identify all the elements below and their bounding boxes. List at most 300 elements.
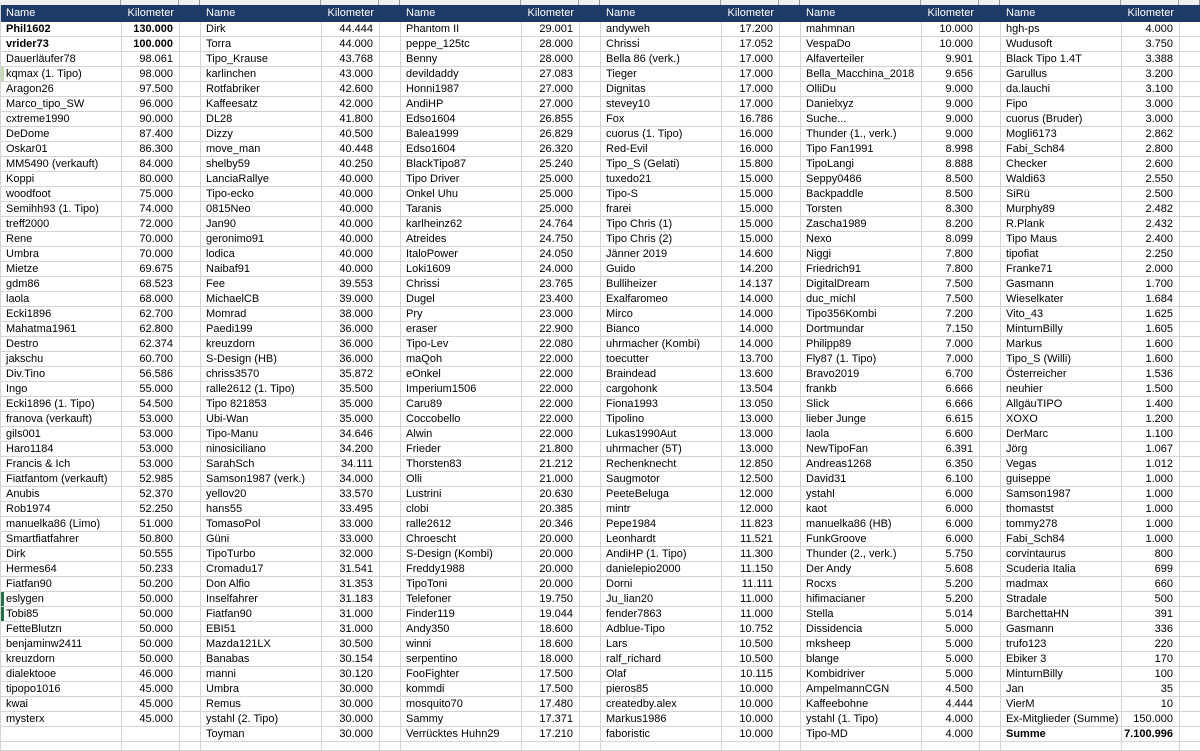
kilometer-cell[interactable]: 30.000 bbox=[322, 727, 380, 742]
player-name-cell[interactable]: Edso1604 bbox=[401, 112, 522, 127]
player-name-cell[interactable]: FetteBlutzn bbox=[1, 622, 122, 637]
kilometer-cell[interactable]: 13.700 bbox=[722, 352, 780, 367]
player-name-cell[interactable]: tuxedo21 bbox=[601, 172, 722, 187]
spacer-cell[interactable] bbox=[580, 562, 601, 577]
spacer-cell[interactable] bbox=[780, 622, 801, 637]
player-name-cell[interactable]: Samson1987 bbox=[1001, 487, 1122, 502]
kilometer-cell[interactable]: 2.600 bbox=[1122, 157, 1180, 172]
spacer-cell[interactable] bbox=[780, 742, 801, 751]
spacer-cell[interactable] bbox=[580, 157, 601, 172]
kilometer-cell[interactable]: 1.000 bbox=[1122, 472, 1180, 487]
player-name-cell[interactable]: Jänner 2019 bbox=[601, 247, 722, 262]
player-name-cell[interactable]: Stradale bbox=[1001, 592, 1122, 607]
kilometer-cell[interactable]: 36.000 bbox=[322, 352, 380, 367]
spacer-cell[interactable] bbox=[580, 637, 601, 652]
kilometer-cell[interactable]: 10.000 bbox=[922, 37, 980, 52]
spacer-cell[interactable] bbox=[180, 202, 201, 217]
kilometer-cell[interactable]: 7.200 bbox=[922, 307, 980, 322]
player-name-cell[interactable]: kreuzdorn bbox=[201, 337, 322, 352]
player-name-cell[interactable]: Olli bbox=[401, 472, 522, 487]
spacer-cell[interactable] bbox=[980, 667, 1001, 682]
player-name-cell[interactable]: Marco_tipo_SW bbox=[1, 97, 122, 112]
player-name-cell[interactable]: David31 bbox=[801, 472, 922, 487]
spacer-cell[interactable] bbox=[380, 532, 401, 547]
kilometer-cell[interactable]: 5.200 bbox=[922, 577, 980, 592]
player-name-cell[interactable]: Koppi bbox=[1, 172, 122, 187]
spacer-cell[interactable] bbox=[980, 247, 1001, 262]
spacer-cell[interactable] bbox=[380, 502, 401, 517]
player-name-cell[interactable]: Fly87 (1. Tipo) bbox=[801, 352, 922, 367]
player-name-cell[interactable]: trufo123 bbox=[1001, 637, 1122, 652]
kilometer-cell[interactable]: 6.615 bbox=[922, 412, 980, 427]
kilometer-cell[interactable]: 17.000 bbox=[722, 97, 780, 112]
spacer-cell[interactable] bbox=[380, 202, 401, 217]
player-name-cell[interactable]: Tipo-S bbox=[601, 187, 722, 202]
spacer-cell[interactable] bbox=[780, 82, 801, 97]
kilometer-cell[interactable]: 17.500 bbox=[522, 682, 580, 697]
player-name-cell[interactable]: Fiatfantom (verkauft) bbox=[1, 472, 122, 487]
kilometer-cell[interactable]: 62.800 bbox=[122, 322, 180, 337]
player-name-cell[interactable] bbox=[801, 742, 922, 751]
spacer-cell[interactable] bbox=[780, 202, 801, 217]
name-column-header[interactable]: Name bbox=[206, 7, 236, 19]
kilometer-cell[interactable]: 35.000 bbox=[322, 397, 380, 412]
spacer-cell[interactable] bbox=[380, 592, 401, 607]
kilometer-cell[interactable]: 1.600 bbox=[1122, 352, 1180, 367]
player-name-cell[interactable]: Toyman bbox=[201, 727, 322, 742]
spacer-cell[interactable] bbox=[580, 337, 601, 352]
player-name-cell[interactable]: dialektooe bbox=[1, 667, 122, 682]
player-name-cell[interactable]: Taranis bbox=[401, 202, 522, 217]
kilometer-cell[interactable]: 31.000 bbox=[322, 622, 380, 637]
spacer-cell[interactable] bbox=[380, 217, 401, 232]
player-name-cell[interactable]: Guido bbox=[601, 262, 722, 277]
kilometer-cell[interactable]: 100 bbox=[1122, 667, 1180, 682]
spacer-cell[interactable] bbox=[780, 397, 801, 412]
spacer-cell[interactable] bbox=[780, 112, 801, 127]
spacer-cell[interactable] bbox=[580, 412, 601, 427]
spacer-cell[interactable] bbox=[980, 202, 1001, 217]
kilometer-cell[interactable]: 11.111 bbox=[722, 577, 780, 592]
player-name-cell[interactable]: Lustrini bbox=[401, 487, 522, 502]
spacer-cell[interactable] bbox=[1180, 277, 1200, 292]
kilometer-cell[interactable]: 45.000 bbox=[122, 697, 180, 712]
player-name-cell[interactable]: eOnkel bbox=[401, 367, 522, 382]
kilometer-cell[interactable]: 9.000 bbox=[922, 112, 980, 127]
player-name-cell[interactable]: eslygen bbox=[1, 592, 122, 607]
kilometer-cell[interactable]: 5.000 bbox=[922, 622, 980, 637]
player-name-cell[interactable]: uhrmacher (5T) bbox=[601, 442, 722, 457]
spacer-cell[interactable] bbox=[1180, 202, 1200, 217]
spacer-cell[interactable] bbox=[580, 397, 601, 412]
spacer-cell[interactable] bbox=[780, 142, 801, 157]
player-name-cell[interactable]: Tipo_S (Gelati) bbox=[601, 157, 722, 172]
player-name-cell[interactable]: Markus1986 bbox=[601, 712, 722, 727]
spacer-cell[interactable] bbox=[980, 352, 1001, 367]
player-name-cell[interactable]: Banabas bbox=[201, 652, 322, 667]
spacer-cell[interactable] bbox=[380, 622, 401, 637]
spacer-cell[interactable] bbox=[580, 112, 601, 127]
kilometer-cell[interactable]: 23.400 bbox=[522, 292, 580, 307]
spacer-cell[interactable] bbox=[780, 37, 801, 52]
kilometer-cell[interactable]: 15.000 bbox=[722, 232, 780, 247]
kilometer-cell[interactable]: 15.800 bbox=[722, 157, 780, 172]
spacer-cell[interactable] bbox=[180, 232, 201, 247]
kilometer-cell[interactable]: 2.482 bbox=[1122, 202, 1180, 217]
player-name-cell[interactable]: Edso1604 bbox=[401, 142, 522, 157]
player-name-cell[interactable]: Freddy1988 bbox=[401, 562, 522, 577]
player-name-cell[interactable]: Thorsten83 bbox=[401, 457, 522, 472]
spacer-cell[interactable] bbox=[580, 697, 601, 712]
kilometer-cell[interactable]: 50.000 bbox=[122, 637, 180, 652]
player-name-cell[interactable]: Tipo-MD bbox=[801, 727, 922, 742]
player-name-cell[interactable]: Fipo bbox=[1001, 97, 1122, 112]
spacer-cell[interactable] bbox=[980, 727, 1001, 742]
kilometer-cell[interactable]: 62.700 bbox=[122, 307, 180, 322]
kilometer-cell[interactable]: 18.600 bbox=[522, 637, 580, 652]
kilometer-cell[interactable]: 23.765 bbox=[522, 277, 580, 292]
spacer-cell[interactable] bbox=[580, 262, 601, 277]
spacer-cell[interactable] bbox=[580, 247, 601, 262]
kilometer-cell[interactable]: 20.000 bbox=[522, 562, 580, 577]
kilometer-cell[interactable]: 40.000 bbox=[322, 262, 380, 277]
kilometer-cell[interactable]: 3.200 bbox=[1122, 67, 1180, 82]
player-name-cell[interactable]: Don Alfio bbox=[201, 577, 322, 592]
spacer-cell[interactable] bbox=[180, 307, 201, 322]
kilometer-cell[interactable]: 31.541 bbox=[322, 562, 380, 577]
kilometer-cell[interactable]: 5.014 bbox=[922, 607, 980, 622]
spacer-cell[interactable] bbox=[180, 652, 201, 667]
kilometer-cell[interactable]: 6.350 bbox=[922, 457, 980, 472]
kilometer-cell[interactable]: 11.823 bbox=[722, 517, 780, 532]
player-name-cell[interactable]: woodfoot bbox=[1, 187, 122, 202]
kilometer-cell[interactable]: 35.000 bbox=[322, 412, 380, 427]
kilometer-cell[interactable]: 20.346 bbox=[522, 517, 580, 532]
spacer-cell[interactable] bbox=[180, 517, 201, 532]
spacer-cell[interactable] bbox=[1180, 712, 1200, 727]
spacer-cell[interactable] bbox=[180, 262, 201, 277]
player-name-cell[interactable]: Dissidencia bbox=[801, 622, 922, 637]
spacer-cell[interactable] bbox=[380, 37, 401, 52]
spacer-cell[interactable] bbox=[980, 427, 1001, 442]
player-name-cell[interactable]: blange bbox=[801, 652, 922, 667]
kilometer-cell[interactable]: 34.111 bbox=[322, 457, 380, 472]
spacer-cell[interactable] bbox=[380, 577, 401, 592]
player-name-cell[interactable]: Summe bbox=[1001, 727, 1122, 742]
spacer-cell[interactable] bbox=[980, 547, 1001, 562]
player-name-cell[interactable]: frarei bbox=[601, 202, 722, 217]
spacer-cell[interactable] bbox=[1180, 472, 1200, 487]
player-name-cell[interactable]: S-Design (HB) bbox=[201, 352, 322, 367]
spacer-cell[interactable] bbox=[780, 442, 801, 457]
spacer-cell[interactable] bbox=[1180, 592, 1200, 607]
kilometer-cell[interactable]: 75.000 bbox=[122, 187, 180, 202]
spacer-cell[interactable] bbox=[580, 52, 601, 67]
player-name-cell[interactable]: Murphy89 bbox=[1001, 202, 1122, 217]
kilometer-cell[interactable]: 8.500 bbox=[922, 172, 980, 187]
player-name-cell[interactable]: Bianco bbox=[601, 322, 722, 337]
player-name-cell[interactable]: Tipo_S (Willi) bbox=[1001, 352, 1122, 367]
player-name-cell[interactable] bbox=[1, 742, 122, 751]
spacer-cell[interactable] bbox=[580, 667, 601, 682]
kilometer-cell[interactable]: 25.000 bbox=[522, 202, 580, 217]
kilometer-cell[interactable]: 11.150 bbox=[722, 562, 780, 577]
kilometer-cell[interactable]: 1.000 bbox=[1122, 517, 1180, 532]
player-name-cell[interactable] bbox=[601, 742, 722, 751]
spacer-cell[interactable] bbox=[1180, 607, 1200, 622]
kilometer-cell[interactable]: 2.000 bbox=[1122, 262, 1180, 277]
player-name-cell[interactable]: MichaelCB bbox=[201, 292, 322, 307]
player-name-cell[interactable]: Umbra bbox=[201, 682, 322, 697]
kilometer-column-header[interactable]: Kilometer bbox=[1127, 7, 1174, 19]
player-name-cell[interactable] bbox=[201, 742, 322, 751]
player-name-cell[interactable]: ralf_richard bbox=[601, 652, 722, 667]
spacer-cell[interactable] bbox=[980, 322, 1001, 337]
kilometer-cell[interactable]: 1.605 bbox=[1122, 322, 1180, 337]
kilometer-cell[interactable]: 30.000 bbox=[322, 697, 380, 712]
player-name-cell[interactable]: jakschu bbox=[1, 352, 122, 367]
kilometer-cell[interactable]: 6.100 bbox=[922, 472, 980, 487]
player-name-cell[interactable]: Tobi85 bbox=[1, 607, 122, 622]
player-name-cell[interactable]: lieber Junge bbox=[801, 412, 922, 427]
spacer-cell[interactable] bbox=[780, 67, 801, 82]
kilometer-cell[interactable]: 7.000 bbox=[922, 352, 980, 367]
spacer-cell[interactable] bbox=[180, 667, 201, 682]
player-name-cell[interactable]: AmpelmannCGN bbox=[801, 682, 922, 697]
player-name-cell[interactable]: Chroescht bbox=[401, 532, 522, 547]
kilometer-cell[interactable]: 87.400 bbox=[122, 127, 180, 142]
spacer-cell[interactable] bbox=[980, 187, 1001, 202]
spacer-cell[interactable] bbox=[980, 622, 1001, 637]
spacer-cell[interactable] bbox=[180, 382, 201, 397]
spacer-cell[interactable] bbox=[580, 292, 601, 307]
kilometer-cell[interactable]: 6.600 bbox=[922, 427, 980, 442]
player-name-cell[interactable]: Tipolino bbox=[601, 412, 722, 427]
kilometer-cell[interactable]: 6.391 bbox=[922, 442, 980, 457]
kilometer-cell[interactable]: 80.000 bbox=[122, 172, 180, 187]
player-name-cell[interactable]: laola bbox=[801, 427, 922, 442]
spacer-cell[interactable] bbox=[1180, 187, 1200, 202]
player-name-cell[interactable]: Philipp89 bbox=[801, 337, 922, 352]
spacer-cell[interactable] bbox=[980, 652, 1001, 667]
spacer-cell[interactable] bbox=[780, 307, 801, 322]
kilometer-cell[interactable]: 2.800 bbox=[1122, 142, 1180, 157]
spacer-cell[interactable] bbox=[780, 277, 801, 292]
spacer-cell[interactable] bbox=[780, 262, 801, 277]
spacer-cell[interactable] bbox=[980, 292, 1001, 307]
spacer-cell[interactable] bbox=[980, 742, 1001, 751]
kilometer-cell[interactable]: 54.500 bbox=[122, 397, 180, 412]
kilometer-cell[interactable]: 20.385 bbox=[522, 502, 580, 517]
kilometer-cell[interactable]: 1.600 bbox=[1122, 337, 1180, 352]
player-name-cell[interactable]: Thunder (1., verk.) bbox=[801, 127, 922, 142]
player-name-cell[interactable]: Rotfabriker bbox=[201, 82, 322, 97]
player-name-cell[interactable]: Nexo bbox=[801, 232, 922, 247]
spacer-cell[interactable] bbox=[180, 682, 201, 697]
player-name-cell[interactable]: Wudusoft bbox=[1001, 37, 1122, 52]
kilometer-cell[interactable] bbox=[322, 742, 380, 751]
spacer-cell[interactable] bbox=[1180, 577, 1200, 592]
player-name-cell[interactable]: Oskar01 bbox=[1, 142, 122, 157]
spacer-cell[interactable] bbox=[180, 52, 201, 67]
kilometer-cell[interactable]: 10 bbox=[1122, 697, 1180, 712]
kilometer-cell[interactable]: 8.099 bbox=[922, 232, 980, 247]
kilometer-cell[interactable]: 10.000 bbox=[722, 697, 780, 712]
kilometer-cell[interactable]: 1.000 bbox=[1122, 502, 1180, 517]
player-name-cell[interactable]: TipoLangi bbox=[801, 157, 922, 172]
player-name-cell[interactable]: MinturnBilly bbox=[1001, 667, 1122, 682]
player-name-cell[interactable]: manuelka86 (HB) bbox=[801, 517, 922, 532]
player-name-cell[interactable]: Dauerläufer78 bbox=[1, 52, 122, 67]
kilometer-cell[interactable]: 15.000 bbox=[722, 187, 780, 202]
kilometer-cell[interactable]: 44.000 bbox=[322, 37, 380, 52]
spacer-cell[interactable] bbox=[980, 217, 1001, 232]
spacer-cell[interactable] bbox=[1180, 217, 1200, 232]
player-name-cell[interactable]: andyweh bbox=[601, 22, 722, 37]
kilometer-cell[interactable]: 11.300 bbox=[722, 547, 780, 562]
player-name-cell[interactable]: Sammy bbox=[401, 712, 522, 727]
spacer-cell[interactable] bbox=[980, 502, 1001, 517]
player-name-cell[interactable]: hans55 bbox=[201, 502, 322, 517]
spacer-cell[interactable] bbox=[1180, 637, 1200, 652]
kilometer-cell[interactable]: 15.000 bbox=[722, 217, 780, 232]
spacer-cell[interactable] bbox=[980, 682, 1001, 697]
spacer-cell[interactable] bbox=[780, 172, 801, 187]
spacer-cell[interactable] bbox=[980, 37, 1001, 52]
spacer-cell[interactable] bbox=[980, 697, 1001, 712]
player-name-cell[interactable]: Stella bbox=[801, 607, 922, 622]
spacer-cell[interactable] bbox=[380, 412, 401, 427]
kilometer-cell[interactable]: 40.000 bbox=[322, 202, 380, 217]
kilometer-cell[interactable]: 8.300 bbox=[922, 202, 980, 217]
spacer-cell[interactable] bbox=[780, 247, 801, 262]
player-name-cell[interactable]: kreuzdorn bbox=[1, 652, 122, 667]
player-name-cell[interactable]: Rob1974 bbox=[1, 502, 122, 517]
spacer-cell[interactable] bbox=[980, 487, 1001, 502]
kilometer-cell[interactable]: 38.000 bbox=[322, 307, 380, 322]
kilometer-cell[interactable]: 33.000 bbox=[322, 532, 380, 547]
player-name-cell[interactable]: TomasoPol bbox=[201, 517, 322, 532]
spacer-cell[interactable] bbox=[580, 352, 601, 367]
player-name-cell[interactable]: createdby.alex bbox=[601, 697, 722, 712]
kilometer-cell[interactable]: 13.000 bbox=[722, 412, 780, 427]
kilometer-cell[interactable]: 55.000 bbox=[122, 382, 180, 397]
spacer-cell[interactable] bbox=[580, 367, 601, 382]
player-name-cell[interactable]: OlliDu bbox=[801, 82, 922, 97]
player-name-cell[interactable]: Torra bbox=[201, 37, 322, 52]
kilometer-cell[interactable]: 13.050 bbox=[722, 397, 780, 412]
spacer-cell[interactable] bbox=[580, 232, 601, 247]
kilometer-cell[interactable]: 20.000 bbox=[522, 577, 580, 592]
spacer-cell[interactable] bbox=[580, 217, 601, 232]
kilometer-cell[interactable]: 39.000 bbox=[322, 292, 380, 307]
player-name-cell[interactable]: Fiatfan90 bbox=[201, 607, 322, 622]
kilometer-cell[interactable]: 15.000 bbox=[722, 172, 780, 187]
spacer-cell[interactable] bbox=[180, 277, 201, 292]
spacer-cell[interactable] bbox=[180, 472, 201, 487]
kilometer-cell[interactable]: 35.872 bbox=[322, 367, 380, 382]
spacer-cell[interactable] bbox=[980, 232, 1001, 247]
kilometer-cell[interactable]: 4.000 bbox=[922, 727, 980, 742]
player-name-cell[interactable]: mksheep bbox=[801, 637, 922, 652]
kilometer-cell[interactable]: 9.901 bbox=[922, 52, 980, 67]
spacer-cell[interactable] bbox=[180, 427, 201, 442]
kilometer-cell[interactable]: 56.586 bbox=[122, 367, 180, 382]
spacer-cell[interactable] bbox=[1180, 172, 1200, 187]
spacer-cell[interactable] bbox=[980, 637, 1001, 652]
player-name-cell[interactable]: Chrissi bbox=[401, 277, 522, 292]
spacer-cell[interactable] bbox=[380, 127, 401, 142]
player-name-cell[interactable]: Tipo356Kombi bbox=[801, 307, 922, 322]
player-name-cell[interactable]: Olaf bbox=[601, 667, 722, 682]
kilometer-cell[interactable]: 27.000 bbox=[522, 97, 580, 112]
kilometer-cell[interactable]: 62.374 bbox=[122, 337, 180, 352]
player-name-cell[interactable]: Benny bbox=[401, 52, 522, 67]
kilometer-cell[interactable]: 19.044 bbox=[522, 607, 580, 622]
player-name-cell[interactable]: Ebiker 3 bbox=[1001, 652, 1122, 667]
spacer-cell[interactable] bbox=[780, 607, 801, 622]
kilometer-cell[interactable]: 3.000 bbox=[1122, 97, 1180, 112]
player-name-cell[interactable]: shelby59 bbox=[201, 157, 322, 172]
kilometer-cell[interactable]: 13.504 bbox=[722, 382, 780, 397]
kilometer-cell[interactable]: 84.000 bbox=[122, 157, 180, 172]
kilometer-cell[interactable]: 10.500 bbox=[722, 637, 780, 652]
player-name-cell[interactable]: Caru89 bbox=[401, 397, 522, 412]
spacer-cell[interactable] bbox=[580, 682, 601, 697]
kilometer-cell[interactable]: 50.000 bbox=[122, 607, 180, 622]
spacer-cell[interactable] bbox=[380, 277, 401, 292]
kilometer-cell[interactable]: 40.000 bbox=[322, 247, 380, 262]
kilometer-cell[interactable]: 50.000 bbox=[122, 652, 180, 667]
player-name-cell[interactable]: kwai bbox=[1, 697, 122, 712]
spacer-cell[interactable] bbox=[380, 367, 401, 382]
spacer-cell[interactable] bbox=[780, 232, 801, 247]
kilometer-cell[interactable]: 90.000 bbox=[122, 112, 180, 127]
spacer-cell[interactable] bbox=[780, 592, 801, 607]
spacer-cell[interactable] bbox=[180, 712, 201, 727]
kilometer-cell[interactable]: 53.000 bbox=[122, 412, 180, 427]
kilometer-cell[interactable]: 19.750 bbox=[522, 592, 580, 607]
player-name-cell[interactable]: Finder119 bbox=[401, 607, 522, 622]
spacer-cell[interactable] bbox=[380, 487, 401, 502]
kilometer-cell[interactable]: 800 bbox=[1122, 547, 1180, 562]
player-name-cell[interactable]: Lukas1990Aut bbox=[601, 427, 722, 442]
kilometer-cell[interactable]: 22.000 bbox=[522, 427, 580, 442]
spacer-cell[interactable] bbox=[580, 67, 601, 82]
spacer-cell[interactable] bbox=[180, 397, 201, 412]
player-name-cell[interactable]: toecutter bbox=[601, 352, 722, 367]
spacer-cell[interactable] bbox=[980, 157, 1001, 172]
player-name-cell[interactable]: Tipo Chris (1) bbox=[601, 217, 722, 232]
player-name-cell[interactable]: cargohonk bbox=[601, 382, 722, 397]
spacer-cell[interactable] bbox=[780, 22, 801, 37]
player-name-cell[interactable]: Tipo Maus bbox=[1001, 232, 1122, 247]
kilometer-cell[interactable]: 21.000 bbox=[522, 472, 580, 487]
name-column-header[interactable]: Name bbox=[6, 7, 36, 19]
player-name-cell[interactable]: ystahl bbox=[801, 487, 922, 502]
kilometer-cell[interactable]: 96.000 bbox=[122, 97, 180, 112]
kilometer-cell[interactable]: 10.000 bbox=[722, 682, 780, 697]
kilometer-cell[interactable]: 22.080 bbox=[522, 337, 580, 352]
spacer-cell[interactable] bbox=[1180, 487, 1200, 502]
spacer-cell[interactable] bbox=[580, 502, 601, 517]
player-name-cell[interactable]: DigitalDream bbox=[801, 277, 922, 292]
player-name-cell[interactable]: Jan bbox=[1001, 682, 1122, 697]
spacer-cell[interactable] bbox=[380, 457, 401, 472]
spacer-cell[interactable] bbox=[780, 322, 801, 337]
player-name-cell[interactable]: Jörg bbox=[1001, 442, 1122, 457]
player-name-cell[interactable]: VespaDo bbox=[801, 37, 922, 52]
